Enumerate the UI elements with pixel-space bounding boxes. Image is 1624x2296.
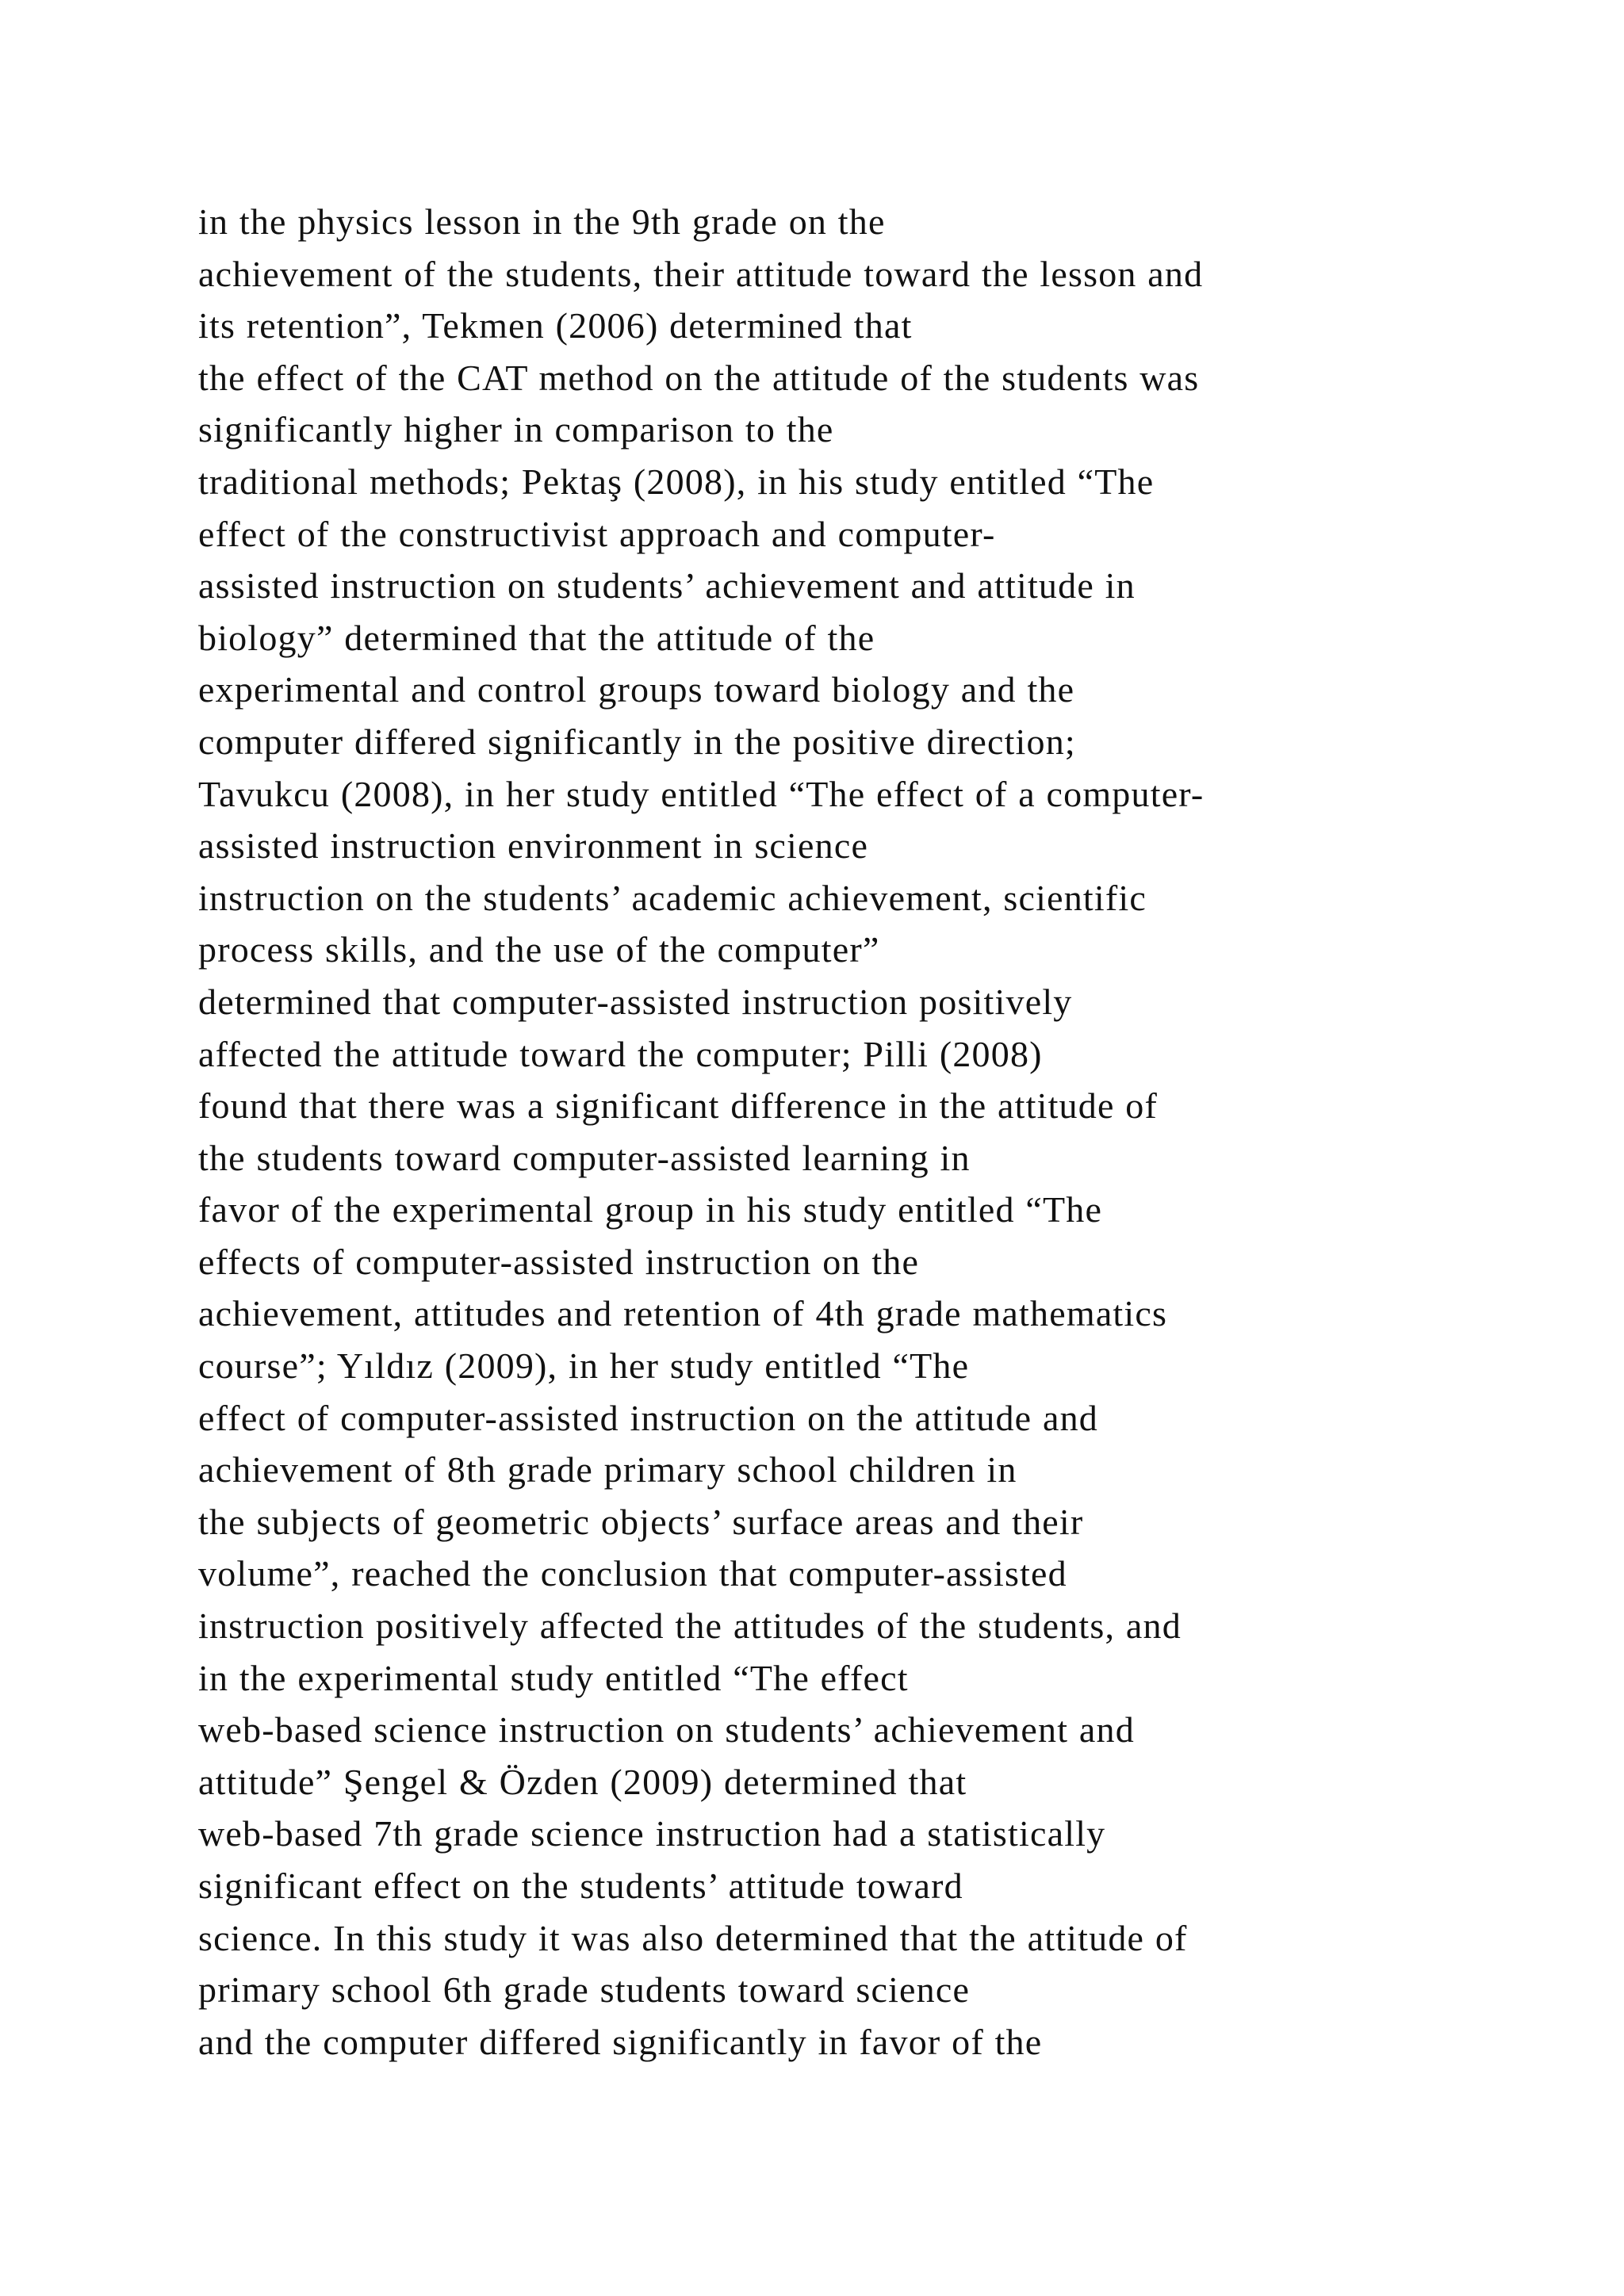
text-line-24: effect of computer-assisted instruction on the attitude and	[198, 1397, 1098, 1438]
text-line-23: course”; Yıldız (2009), in her study entitled “The	[198, 1345, 970, 1387]
text-line-28: instruction positively affected the attitudes of the students, and	[198, 1605, 1182, 1647]
text-line-1: in the physics lesson in the 9th grade on the	[198, 201, 886, 242]
text-line-29: in the experimental study entitled “The effect	[198, 1657, 909, 1698]
text-line-25: achievement of 8th grade primary school children in	[198, 1449, 1017, 1490]
text-line-16: determined that computer-assisted instruction positively	[198, 981, 1073, 1022]
text-line-26: the subjects of geometric objects’ surface areas and their	[198, 1501, 1084, 1542]
text-line-17: affected the attitude toward the computer; Pilli (2008)	[198, 1033, 1043, 1074]
text-line-4: the effect of the CAT method on the attitude of the students was	[198, 357, 1200, 398]
text-line-9: biology” determined that the attitude of the	[198, 617, 875, 658]
body-text	[198, 196, 1610, 2068]
text-line-6: traditional methods; Pektaş (2008), in his study entitled “The	[198, 461, 1155, 502]
text-line-20: favor of the experimental group in his study entitled “The	[198, 1189, 1103, 1230]
text-line-35: primary school 6th grade students toward science	[198, 1969, 971, 2011]
text-line-5: significantly higher in comparison to the	[198, 409, 834, 450]
text-line-3: its retention”, Tekmen (2006) determined that	[198, 305, 913, 346]
text-line-36: and the computer differed significantly in favor of the	[198, 2021, 1043, 2062]
text-line-33: significant effect on the students’ attitude toward	[198, 1866, 963, 1906]
text-line-14: instruction on the students’ academic achievement, scientific	[198, 877, 1147, 918]
text-line-12: Tavukcu (2008), in her study entitled “The effect of a computer-	[198, 773, 1205, 814]
text-line-11: computer differed significantly in the positive direction;	[198, 721, 1076, 762]
text-line-19: the students toward computer-assisted learning in	[198, 1137, 971, 1178]
text-line-7: effect of the constructivist approach and computer-	[198, 513, 996, 554]
text-line-34: science. In this study it was also determined that the attitude of	[198, 1917, 1188, 1958]
text-line-31: attitude” Şengel & Özden (2009) determined that	[198, 1761, 967, 1802]
text-line-32: web-based 7th grade science instruction had a statistically	[198, 1813, 1106, 1854]
text-line-10: experimental and control groups toward biology and the	[198, 669, 1075, 710]
text-line-27: volume”, reached the conclusion that computer-assisted	[198, 1553, 1067, 1594]
text-line-22: achievement, attitudes and retention of 4th grade mathematics	[198, 1293, 1168, 1334]
text-line-18: found that there was a significant difference in the attitude of	[198, 1085, 1158, 1127]
text-line-2: achievement of the students, their attitude toward the lesson and	[198, 253, 1204, 294]
text-line-30: web-based science instruction on students’ achievement and	[198, 1709, 1135, 1751]
text-line-21: effects of computer-assisted instruction on the	[198, 1241, 920, 1282]
text-line-8: assisted instruction on students’ achievement and attitude in	[198, 565, 1136, 607]
text-line-13: assisted instruction environment in science	[198, 825, 869, 867]
text-line-15: process skills, and the use of the computer”	[198, 929, 880, 970]
